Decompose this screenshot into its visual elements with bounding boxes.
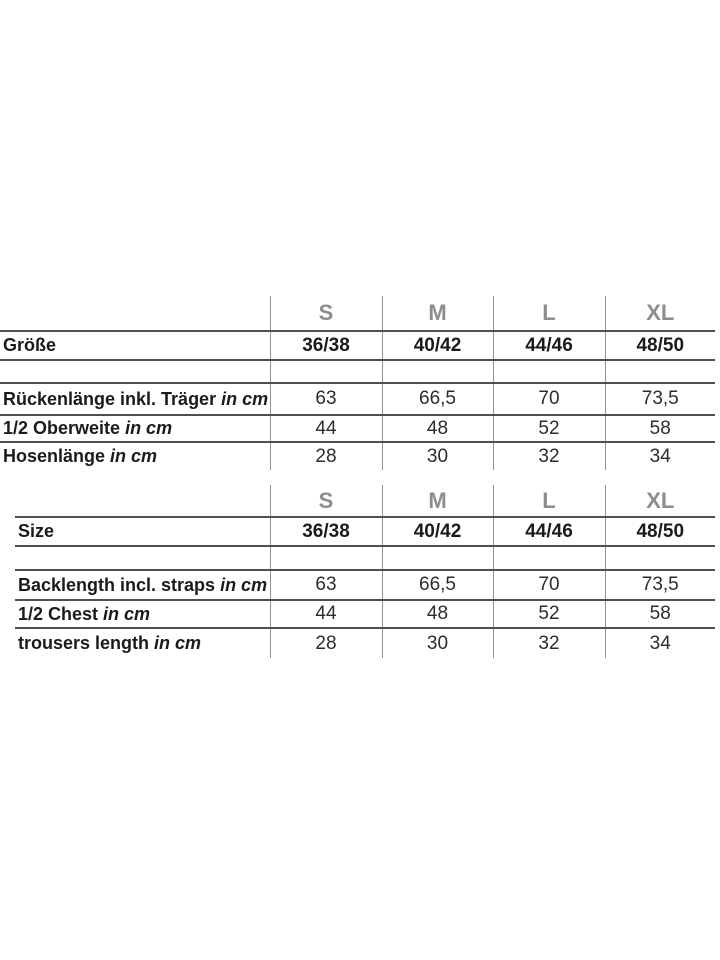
- size-value-cell: 40/42: [382, 517, 493, 546]
- row-label: [15, 600, 270, 628]
- row-label-groesse: Größe: [0, 331, 270, 360]
- row-label: [0, 383, 270, 415]
- header-row-english: [15, 485, 715, 517]
- spacer-row: [0, 360, 715, 383]
- row-label-text: 1/2 Chest: [18, 603, 99, 624]
- size-value-cell: 44/46: [493, 517, 605, 546]
- size-header-l: L: [493, 485, 605, 517]
- row-label: [15, 628, 270, 658]
- measurement-cell: 70: [493, 570, 605, 600]
- size-number-row-english: [15, 517, 715, 546]
- size-value-cell: 48/50: [605, 331, 715, 360]
- measurement-cell: 44: [270, 600, 382, 628]
- measurement-cell: 30: [382, 442, 493, 470]
- row-label: [0, 415, 270, 442]
- spacer-cell: [605, 546, 715, 570]
- size-value-cell: 36/38: [270, 517, 382, 546]
- size-number-row-german: [0, 331, 715, 360]
- measurement-cell: 48: [382, 415, 493, 442]
- size-header-l: L: [493, 296, 605, 331]
- header-row-german: [0, 296, 715, 331]
- measurement-cell: 28: [270, 628, 382, 658]
- measurement-cell: 28: [270, 442, 382, 470]
- spacer-cell: [493, 360, 605, 383]
- measurement-cell: 63: [270, 383, 382, 415]
- row-label-unit: in cm: [220, 574, 268, 595]
- spacer-cell: [0, 360, 270, 383]
- row-label-text: 1/2 Oberweite: [3, 418, 121, 438]
- measurement-row-backlength-en: [15, 570, 715, 600]
- measurement-cell: 30: [382, 628, 493, 658]
- size-chart-container: [0, 296, 715, 658]
- row-label-unit: in cm: [154, 633, 202, 653]
- measurement-cell: 34: [605, 628, 715, 658]
- size-header-s: S: [270, 296, 382, 331]
- size-value-cell: 44/46: [493, 331, 605, 360]
- size-value-cell: 40/42: [382, 331, 493, 360]
- spacer-cell: [270, 546, 382, 570]
- measurement-cell: 58: [605, 415, 715, 442]
- size-header-xl: XL: [605, 296, 715, 331]
- measurement-cell: 73,5: [605, 383, 715, 415]
- size-value-cell: 36/38: [270, 331, 382, 360]
- measurement-row-chest-de: [0, 415, 715, 442]
- spacer-row: [15, 546, 715, 570]
- spacer-cell: [493, 546, 605, 570]
- measurement-cell: 66,5: [382, 383, 493, 415]
- size-header-s: S: [270, 485, 382, 517]
- measurement-cell: 34: [605, 442, 715, 470]
- corner-cell: [15, 485, 270, 517]
- measurement-row-trousers-de: [0, 442, 715, 470]
- measurement-cell: 32: [493, 442, 605, 470]
- measurement-cell: 58: [605, 600, 715, 628]
- spacer-cell: [382, 546, 493, 570]
- size-header-xl: XL: [605, 485, 715, 517]
- measurement-row-chest-en: [15, 600, 715, 628]
- measurement-cell: 73,5: [605, 570, 715, 600]
- row-label-unit: in cm: [221, 388, 269, 409]
- measurement-cell: 52: [493, 600, 605, 628]
- measurement-cell: 44: [270, 415, 382, 442]
- row-label-text: Hosenlänge: [3, 446, 106, 466]
- measurement-cell: 48: [382, 600, 493, 628]
- spacer-cell: [270, 360, 382, 383]
- spacer-cell: [605, 360, 715, 383]
- row-label-text: trousers length: [18, 633, 150, 653]
- row-label-unit: in cm: [103, 603, 151, 624]
- corner-cell: [0, 296, 270, 331]
- spacer-cell: [15, 546, 270, 570]
- row-label-unit: in cm: [125, 418, 173, 438]
- row-label-size: Size: [15, 517, 270, 546]
- measurement-row-backlength-de: [0, 383, 715, 415]
- size-value-cell: 48/50: [605, 517, 715, 546]
- size-header-m: M: [382, 485, 493, 517]
- row-label-text: Backlength incl. straps: [18, 574, 216, 595]
- row-label: [0, 442, 270, 470]
- size-table-german: [0, 296, 715, 470]
- measurement-cell: 32: [493, 628, 605, 658]
- measurement-row-trousers-en: [15, 628, 715, 658]
- row-label-unit: in cm: [110, 446, 158, 466]
- spacer-cell: [382, 360, 493, 383]
- size-table-english: [15, 485, 715, 658]
- measurement-cell: 66,5: [382, 570, 493, 600]
- row-label: [15, 570, 270, 600]
- measurement-cell: 70: [493, 383, 605, 415]
- size-header-m: M: [382, 296, 493, 331]
- measurement-cell: 52: [493, 415, 605, 442]
- measurement-cell: 63: [270, 570, 382, 600]
- row-label-text: Rückenlänge inkl. Träger: [3, 388, 217, 409]
